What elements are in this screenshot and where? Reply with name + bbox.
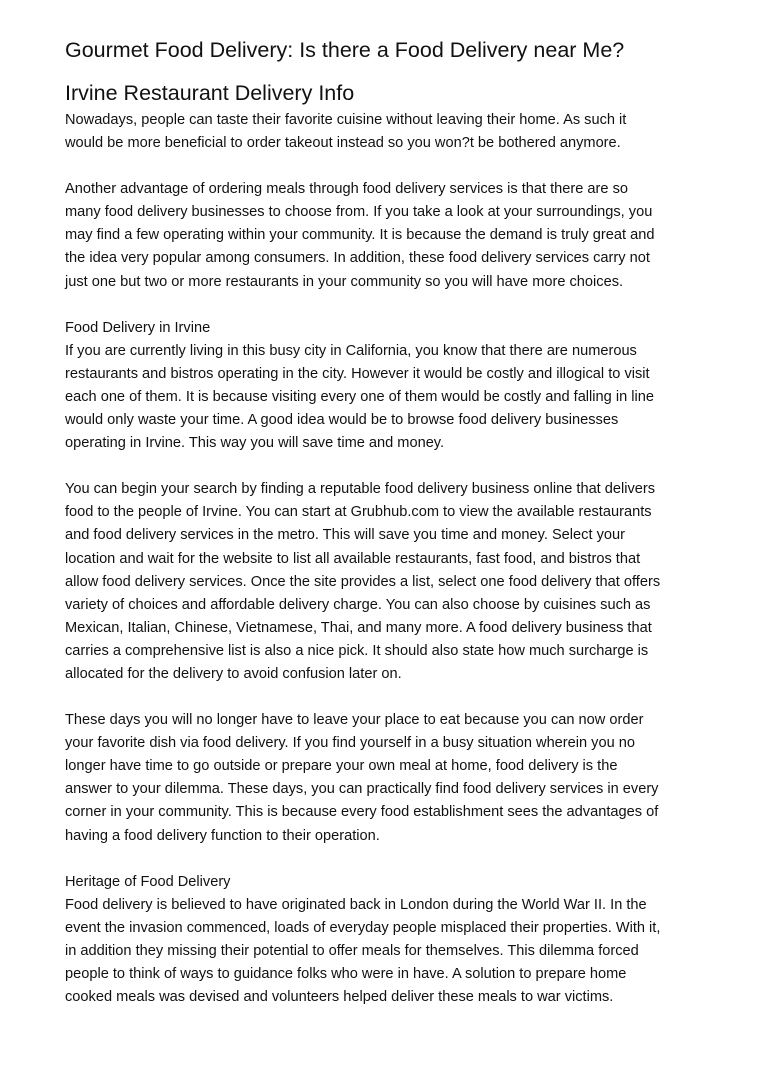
document-title: Gourmet Food Delivery: Is there a Food Delivery near Me? bbox=[65, 38, 625, 62]
paragraph-heritage: Heritage of Food Delivery Food delivery is believed to have originated back in London during the World War II. In the event the invasion commenced, loads of everyday people misplaced their properties. With it, in addition they missing their potential to offer meals for themselves. This dilemma forced people to think of ways to guidance folks who were in have. A solution to prepare home cooked meals was devised and volunteers helped deliver these meals to war victims. bbox=[65, 873, 661, 1006]
document-subtitle: Irvine Restaurant Delivery Info bbox=[65, 81, 355, 105]
document-page bbox=[65, 36, 715, 1009]
paragraph-spacer bbox=[65, 155, 715, 178]
paragraph-intro: Nowadays, people can taste their favorite cuisine without leaving their home. As such it would be more beneficial to order takeout instead so you won?t be bothered anymore. bbox=[65, 112, 627, 152]
paragraph-food-delivery-irvine: Food Delivery in Irvine If you are currently living in this busy city in California, you know that there are numerous restaurants and bistros operating in the city. However it would be costly and illogical to visit each one of them. It is because visiting every one of them would be costly and falling in line would only waste your time. A good idea would be to browse food delivery businesses operating in Irvine. This way you will save time and money. bbox=[65, 319, 654, 452]
paragraph-spacer bbox=[65, 848, 715, 871]
paragraph-spacer bbox=[65, 294, 715, 317]
paragraph-these-days: These days you will no longer have to leave your place to eat because you can now order your favorite dish via food delivery. If you find yourself in a busy situation wherein you no longer have time to go outside or prepare your own meal at home, food delivery is the answer to your dilemma. These days, you can practically find food delivery services in every corner in your community. This is because every food establishment sees the advantages of having a food delivery function to their operation. bbox=[65, 712, 659, 844]
paragraph-spacer bbox=[65, 686, 715, 709]
paragraph-search: You can begin your search by finding a reputable food delivery business online that delivers food to the people of Irvine. You can start at Grubhub.com to view the available restaurants and food delivery services in the metro. This will save you time and money. Select your location and wait for the website to list all available restaurants, fast food, and bistros that allow food delivery services. Once the site provides a list, select one food delivery that offers variety of choices and affordable delivery charge. You can also choose by cuisines such as Mexican, Italian, Chinese, Vietnamese, Thai, and many more. A food delivery business that carries a comprehensive list is also a nice pick. It should also state how much surcharge is allocated for the delivery to avoid confusion later on. bbox=[65, 481, 661, 682]
paragraph-advantage: Another advantage of ordering meals through food delivery services is that there are so many food delivery businesses to choose from. If you take a look at your surroundings, you may find a few operating within your community. It is because the demand is truly great and the idea very popular among consumers. In addition, these food delivery services carry not just one but two or more restaurants in your community so you will have more choices. bbox=[65, 181, 655, 290]
paragraph-spacer bbox=[65, 455, 715, 478]
